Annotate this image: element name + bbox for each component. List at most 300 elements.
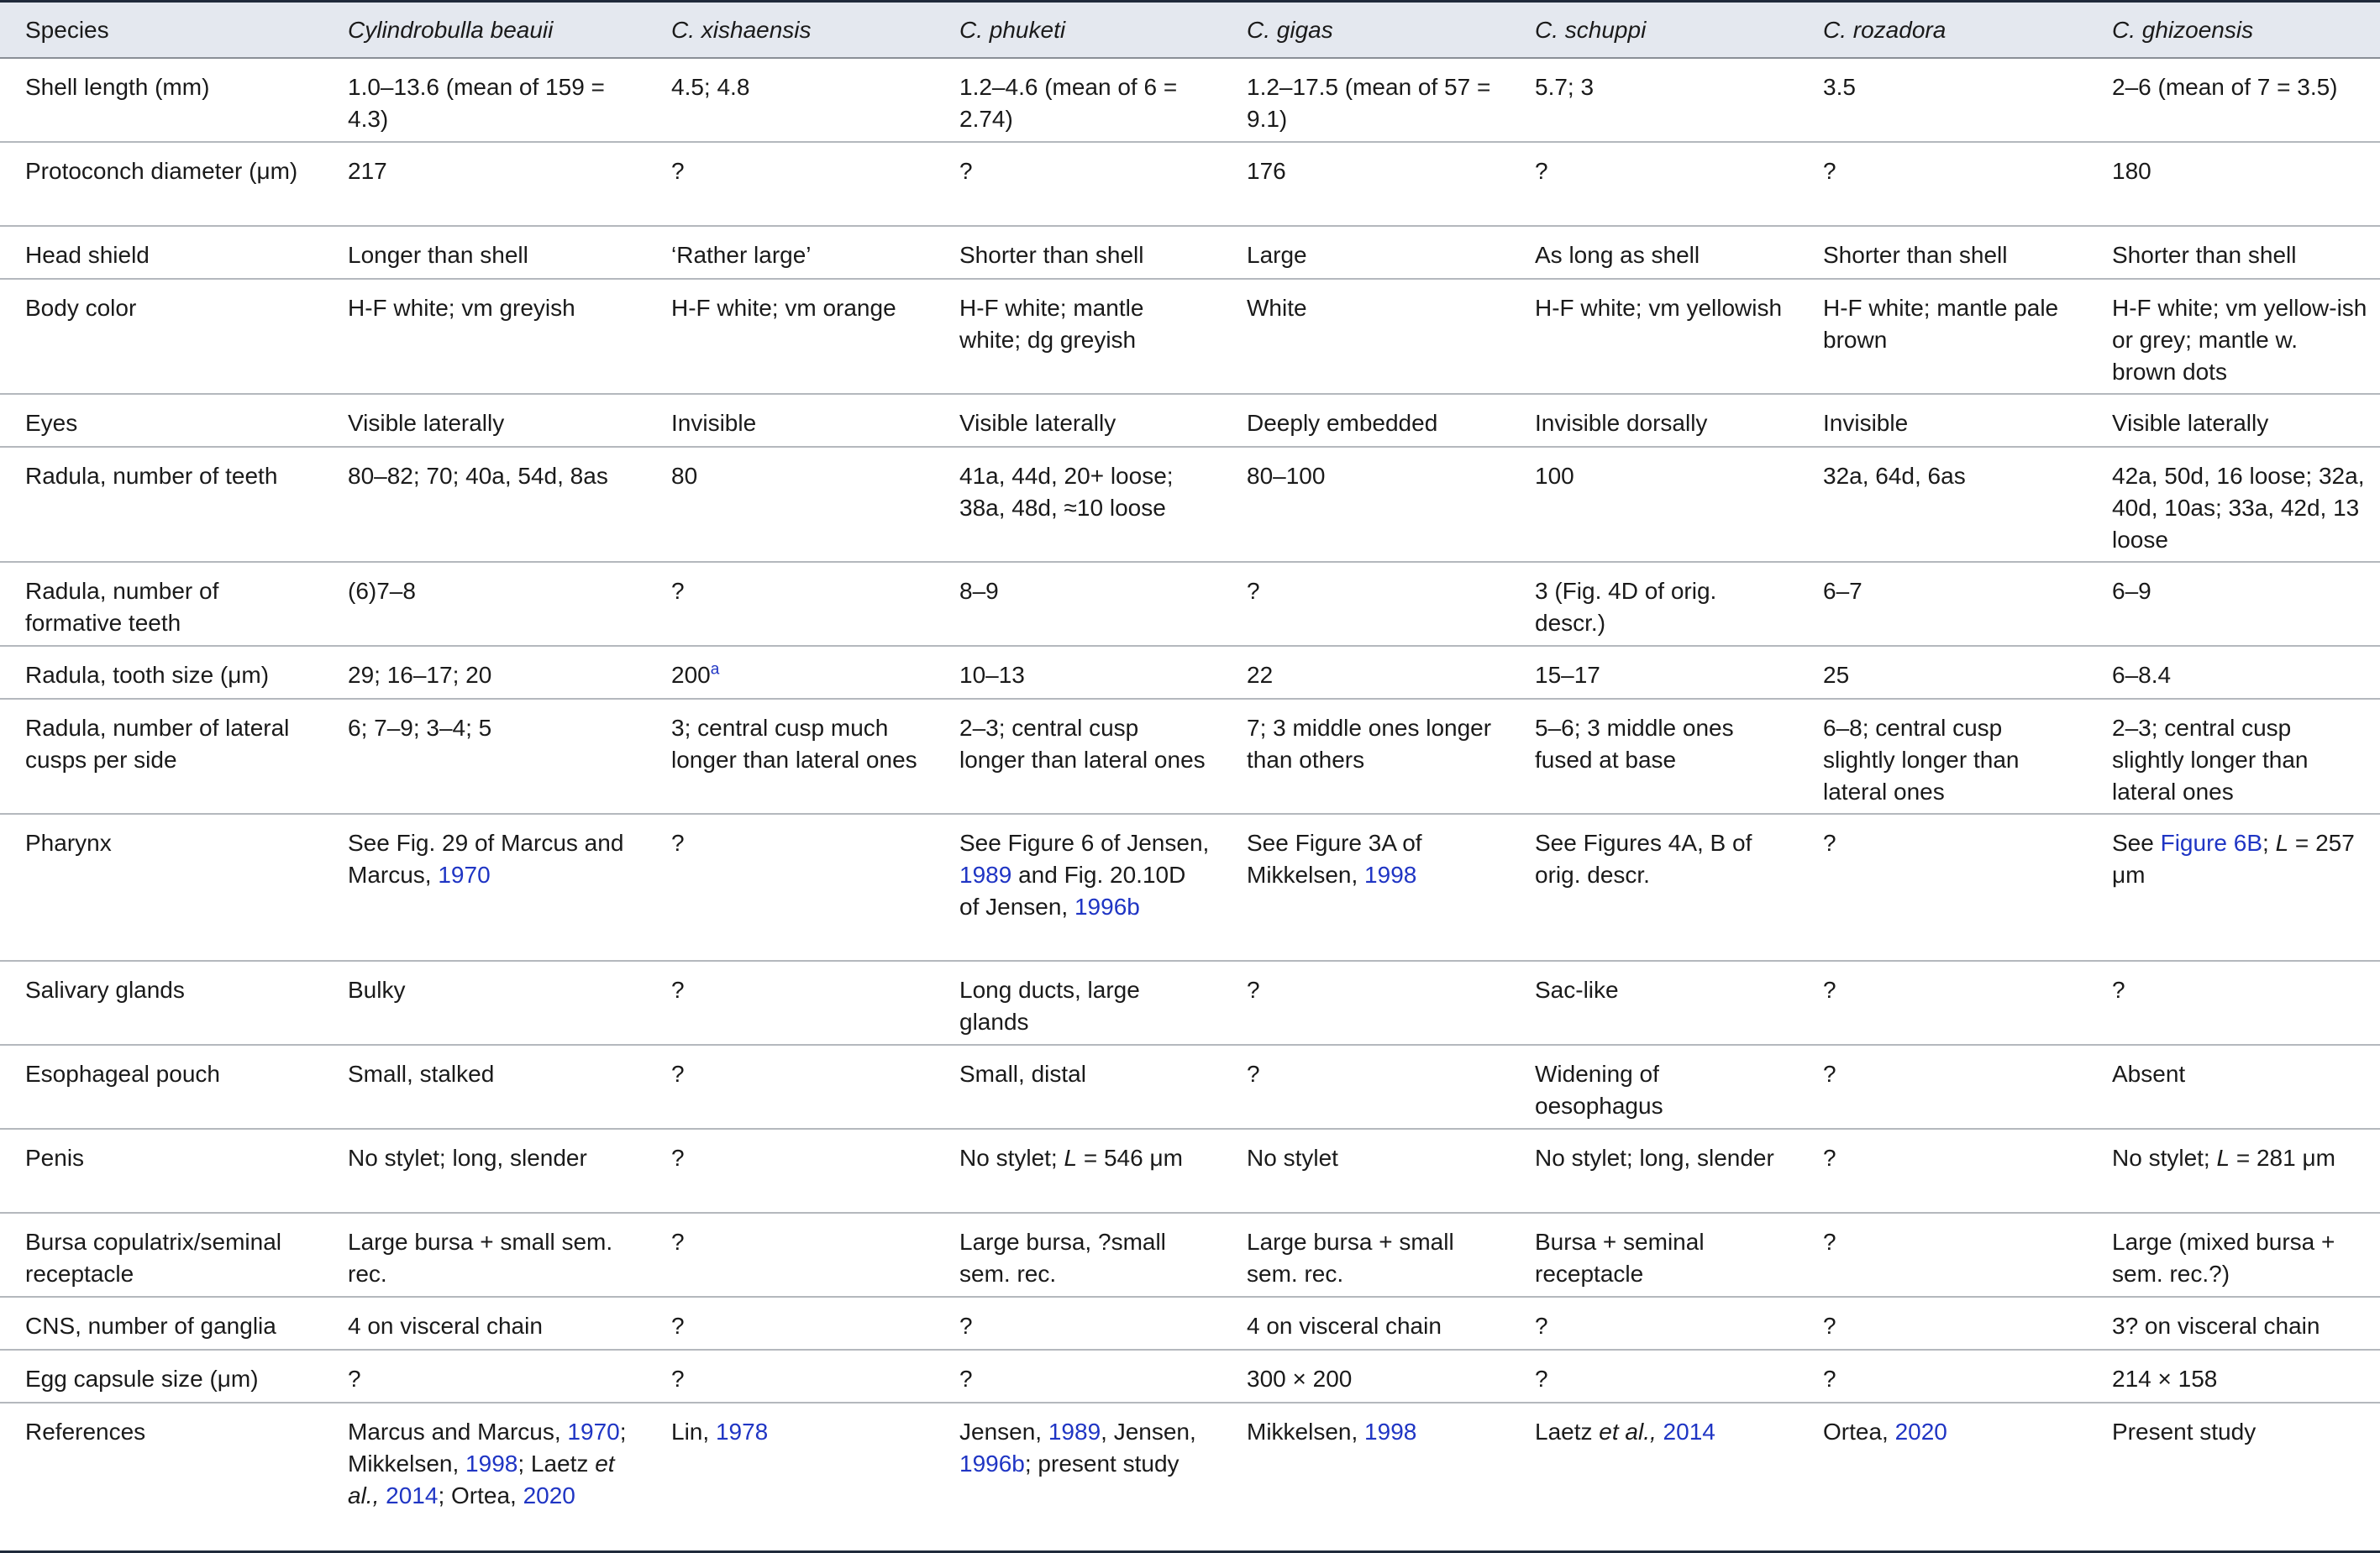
cell-c-schuppi bbox=[1510, 447, 1798, 562]
cell-c-gigas bbox=[1222, 279, 1510, 394]
cell-c-xishaensis bbox=[646, 814, 934, 961]
citation-link[interactable]: 2020 bbox=[1894, 1419, 1947, 1445]
cell-c-gigas bbox=[1222, 961, 1510, 1045]
text-segment: 4 on visceral chain bbox=[1247, 1313, 1442, 1339]
cell-c-beauii bbox=[323, 1213, 646, 1297]
italic-text: L bbox=[2216, 1145, 2230, 1171]
cell-c-xishaensis bbox=[646, 1213, 934, 1297]
cell-text bbox=[348, 239, 634, 271]
text-segment: 3.5 bbox=[1823, 74, 1856, 100]
cell-text bbox=[1535, 1142, 1786, 1174]
row-label bbox=[0, 58, 323, 142]
cell-c-phuketi bbox=[934, 1129, 1222, 1213]
cell-text bbox=[1247, 575, 1498, 607]
cell-c-beauii bbox=[323, 814, 646, 961]
text-segment: Bursa copulatrix/seminal receptacle bbox=[25, 1229, 282, 1287]
cell-c-gigas bbox=[1222, 1350, 1510, 1403]
cell-c-schuppi bbox=[1510, 142, 1798, 226]
text-segment: Sac-like bbox=[1535, 977, 1619, 1003]
cell-text bbox=[1535, 71, 1786, 103]
text-segment: Jensen, bbox=[959, 1419, 1048, 1445]
text-segment: ? bbox=[671, 1229, 685, 1255]
cell-c-xishaensis bbox=[646, 58, 934, 142]
cell-text bbox=[348, 1363, 634, 1395]
cell-c-rozadora bbox=[1798, 279, 2087, 394]
text-segment: 41a, 44d, 20+ loose; 38a, 48d, ≈10 loose bbox=[959, 463, 1174, 521]
cell-c-rozadora bbox=[1798, 1045, 2087, 1129]
text-segment: 5.7; 3 bbox=[1535, 74, 1595, 100]
text-segment: 29; 16–17; 20 bbox=[348, 662, 492, 688]
citation-link[interactable]: 1978 bbox=[715, 1419, 769, 1445]
row-label bbox=[0, 142, 323, 226]
cell-text bbox=[2112, 1058, 2368, 1090]
text-segment: ? bbox=[671, 1061, 685, 1087]
cell-text bbox=[1823, 1058, 2075, 1090]
cell-c-beauii bbox=[323, 226, 646, 279]
cell-text bbox=[1535, 1416, 1786, 1448]
text-segment: ? bbox=[1823, 158, 1836, 184]
cell-text bbox=[1247, 239, 1498, 271]
text-segment: No stylet bbox=[1247, 1145, 1338, 1171]
text-segment: Long ducts, large glands bbox=[959, 977, 1140, 1035]
table-row bbox=[0, 1045, 2380, 1129]
text-segment: 10–13 bbox=[959, 662, 1025, 688]
text-segment: 80 bbox=[671, 463, 698, 489]
text-segment: Laetz bbox=[1535, 1419, 1600, 1445]
cell-text bbox=[671, 1226, 922, 1258]
text-segment: Large bursa + small sem. rec. bbox=[348, 1229, 613, 1287]
cell-c-ghizoensis bbox=[2087, 447, 2380, 562]
cell-text bbox=[1535, 1226, 1786, 1290]
header-species: Species bbox=[25, 16, 109, 43]
cell-text bbox=[2112, 1226, 2368, 1290]
row-label bbox=[0, 961, 323, 1045]
cell-text bbox=[1247, 712, 1498, 776]
cell-c-xishaensis bbox=[646, 1297, 934, 1350]
text-segment: ? bbox=[1823, 830, 1836, 856]
cell-text bbox=[2112, 1363, 2368, 1395]
cell-c-ghizoensis bbox=[2087, 1403, 2380, 1551]
cell-text bbox=[1823, 155, 2075, 187]
cell-text bbox=[1823, 460, 2075, 492]
cell-c-beauii bbox=[323, 447, 646, 562]
text-segment: ; Mikkelsen, bbox=[348, 1419, 627, 1477]
text-segment: 180 bbox=[2112, 158, 2151, 184]
cell-text bbox=[2112, 827, 2368, 891]
cell-text bbox=[1823, 239, 2075, 271]
cell-text bbox=[1823, 1142, 2075, 1174]
text-segment: Bursa + seminal receptacle bbox=[1535, 1229, 1705, 1287]
text-segment: and Fig. 20.10D of Jensen, bbox=[959, 862, 1186, 920]
cell-c-xishaensis bbox=[646, 961, 934, 1045]
text-segment: 32a, 64d, 6as bbox=[1823, 463, 1966, 489]
text-segment: 3; central cusp much longer than lateral ones bbox=[671, 715, 917, 773]
cell-text bbox=[959, 1416, 1210, 1480]
text-segment: Absent bbox=[2112, 1061, 2186, 1087]
cell-c-phuketi bbox=[934, 1045, 1222, 1129]
row-label bbox=[0, 394, 323, 447]
cell-c-ghizoensis bbox=[2087, 58, 2380, 142]
text-segment: ? bbox=[1535, 158, 1548, 184]
cell-c-beauii bbox=[323, 1350, 646, 1403]
cell-text bbox=[1535, 827, 1786, 891]
cell-c-rozadora bbox=[1798, 226, 2087, 279]
cell-text bbox=[2112, 239, 2368, 271]
cell-c-beauii bbox=[323, 699, 646, 814]
cell-c-ghizoensis bbox=[2087, 279, 2380, 394]
row-label bbox=[0, 562, 323, 646]
cell-text bbox=[1535, 1363, 1786, 1395]
text-segment: Invisible bbox=[1823, 410, 1909, 436]
cell-text bbox=[25, 1058, 311, 1090]
cell-text bbox=[2112, 460, 2368, 556]
text-segment: ? bbox=[1535, 1366, 1548, 1392]
text-segment: ; bbox=[2262, 830, 2276, 856]
citation-link[interactable]: 2020 bbox=[523, 1482, 575, 1508]
text-segment: ? bbox=[1823, 1229, 1836, 1255]
cell-text bbox=[959, 659, 1210, 691]
cell-text bbox=[671, 712, 922, 776]
cell-c-xishaensis bbox=[646, 447, 934, 562]
citation-link[interactable]: 1989 bbox=[959, 862, 1012, 888]
table-row bbox=[0, 447, 2380, 562]
cell-text bbox=[25, 1310, 311, 1342]
table-row bbox=[0, 646, 2380, 699]
text-segment: 5–6; 3 middle ones fused at base bbox=[1535, 715, 1734, 773]
cell-text bbox=[1823, 974, 2075, 1006]
cell-text bbox=[1247, 974, 1498, 1006]
cell-text bbox=[1823, 407, 2075, 439]
cell-c-gigas bbox=[1222, 447, 1510, 562]
cell-text bbox=[348, 407, 634, 439]
text-segment: No stylet; bbox=[2112, 1145, 2217, 1171]
citation-link[interactable]: 1996b bbox=[1074, 894, 1140, 920]
text-segment: 300 × 200 bbox=[1247, 1366, 1353, 1392]
cell-c-gigas bbox=[1222, 142, 1510, 226]
cell-text bbox=[1535, 239, 1786, 271]
text-segment: Widening of oesophagus bbox=[1535, 1061, 1663, 1119]
cell-text bbox=[1247, 1226, 1498, 1290]
cell-text bbox=[25, 1363, 311, 1395]
text-segment: 6; 7–9; 3–4; 5 bbox=[348, 715, 492, 741]
cell-c-xishaensis bbox=[646, 699, 934, 814]
text-segment: H-F white; mantle pale brown bbox=[1823, 295, 2059, 353]
cell-text bbox=[1823, 292, 2075, 356]
citation-link[interactable]: 1998 bbox=[465, 1451, 518, 1477]
cell-text bbox=[1535, 575, 1786, 639]
cell-text bbox=[1247, 155, 1498, 187]
cell-c-ghizoensis bbox=[2087, 1045, 2380, 1129]
cell-c-beauii bbox=[323, 58, 646, 142]
cell-c-phuketi bbox=[934, 961, 1222, 1045]
text-segment: 42a, 50d, 16 loose; 32a, 40d, 10as; 33a, 42d, 13 loose bbox=[2112, 463, 2365, 553]
text-segment: 15–17 bbox=[1535, 662, 1600, 688]
cell-text bbox=[1247, 1416, 1498, 1448]
cell-c-xishaensis bbox=[646, 646, 934, 699]
table-row bbox=[0, 142, 2380, 226]
cell-c-schuppi bbox=[1510, 226, 1798, 279]
cell-text bbox=[348, 974, 634, 1006]
cell-c-gigas bbox=[1222, 1129, 1510, 1213]
cell-text bbox=[671, 575, 922, 607]
text-segment: Shorter than shell bbox=[959, 242, 1144, 268]
cell-c-rozadora bbox=[1798, 142, 2087, 226]
text-segment: Shell length (mm) bbox=[25, 74, 210, 100]
cell-text bbox=[2112, 1416, 2368, 1448]
text-segment: Radula, number of formative teeth bbox=[25, 578, 219, 636]
row-label bbox=[0, 1350, 323, 1403]
cell-c-rozadora bbox=[1798, 961, 2087, 1045]
text-segment: ? bbox=[1247, 977, 1260, 1003]
header-c-phuketi: C. phuketi bbox=[959, 16, 1066, 43]
cell-c-schuppi bbox=[1510, 1213, 1798, 1297]
cell-text bbox=[1247, 407, 1498, 439]
cell-c-phuketi bbox=[934, 1350, 1222, 1403]
cell-c-rozadora bbox=[1798, 1297, 2087, 1350]
text-segment: Visible laterally bbox=[348, 410, 505, 436]
cell-text bbox=[1247, 292, 1498, 324]
cell-text bbox=[348, 71, 634, 135]
cell-c-gigas bbox=[1222, 814, 1510, 961]
cell-text bbox=[348, 712, 634, 744]
cell-text bbox=[959, 71, 1210, 135]
text-segment: ? bbox=[1823, 1145, 1836, 1171]
cell-c-phuketi bbox=[934, 226, 1222, 279]
citation-link[interactable]: 1998 bbox=[1364, 1419, 1417, 1445]
citation-link[interactable]: Figure 6B bbox=[2160, 830, 2263, 856]
text-segment: 1.2–4.6 (mean of 6 = 2.74) bbox=[959, 74, 1178, 132]
cell-c-gigas bbox=[1222, 226, 1510, 279]
cell-c-gigas bbox=[1222, 1403, 1510, 1551]
cell-c-phuketi bbox=[934, 142, 1222, 226]
cell-text bbox=[1823, 827, 2075, 859]
text-segment: 2–3; central cusp longer than lateral ones bbox=[959, 715, 1206, 773]
cell-text bbox=[1535, 712, 1786, 776]
text-segment: Small, distal bbox=[959, 1061, 1086, 1087]
text-segment: 80–100 bbox=[1247, 463, 1326, 489]
cell-c-rozadora bbox=[1798, 646, 2087, 699]
table-row bbox=[0, 279, 2380, 394]
cell-c-gigas bbox=[1222, 646, 1510, 699]
cell-c-gigas bbox=[1222, 1297, 1510, 1350]
cell-text bbox=[348, 460, 634, 492]
footnote-marker[interactable]: a bbox=[710, 660, 720, 679]
text-segment: 217 bbox=[348, 158, 387, 184]
text-segment: Longer than shell bbox=[348, 242, 528, 268]
cell-c-phuketi bbox=[934, 1403, 1222, 1551]
text-segment: Large (mixed bursa + sem. rec.?) bbox=[2112, 1229, 2335, 1287]
text-segment: Lin, bbox=[671, 1419, 716, 1445]
cell-c-phuketi bbox=[934, 699, 1222, 814]
cell-text bbox=[671, 659, 922, 691]
cell-c-schuppi bbox=[1510, 562, 1798, 646]
row-label bbox=[0, 279, 323, 394]
text-segment: Salivary glands bbox=[25, 977, 185, 1003]
cell-text bbox=[1823, 1310, 2075, 1342]
cell-c-schuppi bbox=[1510, 1297, 1798, 1350]
cell-c-rozadora bbox=[1798, 814, 2087, 961]
text-segment: Pharynx bbox=[25, 830, 112, 856]
cell-c-ghizoensis bbox=[2087, 226, 2380, 279]
text-segment: H-F white; vm greyish bbox=[348, 295, 575, 321]
cell-c-ghizoensis bbox=[2087, 562, 2380, 646]
text-segment: 25 bbox=[1823, 662, 1850, 688]
cell-text bbox=[1823, 71, 2075, 103]
cell-text bbox=[2112, 71, 2368, 103]
cell-text bbox=[2112, 155, 2368, 187]
text-segment: 1.2–17.5 (mean of 57 = 9.1) bbox=[1247, 74, 1491, 132]
cell-text bbox=[1823, 712, 2075, 808]
text-segment: 3? on visceral chain bbox=[2112, 1313, 2320, 1339]
citation-link[interactable]: 1970 bbox=[438, 862, 491, 888]
text-segment: = 546 μm bbox=[1077, 1145, 1183, 1171]
cell-text bbox=[2112, 292, 2368, 388]
cell-c-schuppi bbox=[1510, 814, 1798, 961]
text-segment: Shorter than shell bbox=[1823, 242, 2008, 268]
cell-text bbox=[1247, 1058, 1498, 1090]
cell-text bbox=[1247, 1310, 1498, 1342]
cell-c-schuppi bbox=[1510, 1350, 1798, 1403]
cell-text bbox=[25, 239, 311, 271]
cell-c-rozadora bbox=[1798, 394, 2087, 447]
table-row bbox=[0, 1297, 2380, 1350]
cell-text bbox=[671, 460, 922, 492]
cell-c-ghizoensis bbox=[2087, 961, 2380, 1045]
row-label bbox=[0, 646, 323, 699]
cell-text bbox=[2112, 659, 2368, 691]
table-row bbox=[0, 394, 2380, 447]
citation-link[interactable]: 1989 bbox=[1048, 1419, 1101, 1445]
text-segment: 4.5; 4.8 bbox=[671, 74, 750, 100]
text-segment: ? bbox=[671, 830, 685, 856]
cell-text bbox=[959, 292, 1210, 356]
text-segment: 200 bbox=[671, 662, 711, 688]
cell-text bbox=[2112, 1142, 2368, 1174]
cell-text bbox=[671, 71, 922, 103]
cell-text bbox=[671, 292, 922, 324]
citation-link[interactable]: 2014 bbox=[386, 1482, 439, 1508]
cell-text bbox=[25, 1226, 311, 1290]
cell-c-phuketi bbox=[934, 1297, 1222, 1350]
text-segment: See bbox=[2112, 830, 2161, 856]
text-segment: ? bbox=[671, 977, 685, 1003]
text-segment: ? bbox=[671, 158, 685, 184]
row-label bbox=[0, 1403, 323, 1551]
text-segment: 176 bbox=[1247, 158, 1286, 184]
cell-c-ghizoensis bbox=[2087, 142, 2380, 226]
cell-text bbox=[25, 71, 311, 103]
cell-text bbox=[348, 155, 634, 187]
text-segment: ? bbox=[671, 1313, 685, 1339]
text-segment: 8–9 bbox=[959, 578, 999, 604]
text-segment: ? bbox=[959, 1366, 973, 1392]
cell-c-gigas bbox=[1222, 699, 1510, 814]
text-segment: Visible laterally bbox=[2112, 410, 2269, 436]
cell-text bbox=[1823, 1363, 2075, 1395]
text-segment: 6–9 bbox=[2112, 578, 2151, 604]
text-segment: Invisible dorsally bbox=[1535, 410, 1708, 436]
cell-c-phuketi bbox=[934, 394, 1222, 447]
text-segment: 2–3; central cusp slightly longer than lateral ones bbox=[2112, 715, 2309, 805]
cell-c-schuppi bbox=[1510, 699, 1798, 814]
text-segment bbox=[1657, 1419, 1663, 1445]
cell-c-ghizoensis bbox=[2087, 646, 2380, 699]
cell-text bbox=[959, 1058, 1210, 1090]
cell-text bbox=[1247, 71, 1498, 135]
text-segment: (6)7–8 bbox=[348, 578, 416, 604]
citation-link[interactable]: 1970 bbox=[567, 1419, 620, 1445]
text-segment: Esophageal pouch bbox=[25, 1061, 220, 1087]
text-segment: See Fig. 29 of Marcus and Marcus, bbox=[348, 830, 624, 888]
cell-c-schuppi bbox=[1510, 279, 1798, 394]
text-segment: Marcus and Marcus, bbox=[348, 1419, 568, 1445]
text-segment: ‘Rather large’ bbox=[671, 242, 812, 268]
text-segment: Radula, number of lateral cusps per side bbox=[25, 715, 290, 773]
text-segment: See Figures 4A, B of orig. descr. bbox=[1535, 830, 1752, 888]
cell-text bbox=[1247, 1363, 1498, 1395]
text-segment: No stylet; bbox=[959, 1145, 1064, 1171]
text-segment: CNS, number of ganglia bbox=[25, 1313, 276, 1339]
text-segment: 7; 3 middle ones longer than others bbox=[1247, 715, 1492, 773]
cell-text bbox=[348, 1142, 634, 1174]
cell-text bbox=[25, 575, 311, 639]
text-segment: Small, stalked bbox=[348, 1061, 495, 1087]
row-label bbox=[0, 1129, 323, 1213]
text-segment: 3 (Fig. 4D of orig. descr.) bbox=[1535, 578, 1717, 636]
cell-c-ghizoensis bbox=[2087, 394, 2380, 447]
cell-c-beauii bbox=[323, 961, 646, 1045]
cell-c-xishaensis bbox=[646, 1403, 934, 1551]
cell-text bbox=[348, 1058, 634, 1090]
table-row bbox=[0, 1213, 2380, 1297]
citation-link[interactable]: 2014 bbox=[1663, 1419, 1715, 1445]
cell-text bbox=[25, 712, 311, 776]
row-label bbox=[0, 699, 323, 814]
cell-c-beauii bbox=[323, 1129, 646, 1213]
cell-text bbox=[959, 712, 1210, 776]
cell-text bbox=[25, 974, 311, 1006]
text-segment: Egg capsule size (μm) bbox=[25, 1366, 259, 1392]
text-segment: See Figure 6 of Jensen, bbox=[959, 830, 1210, 856]
table-row bbox=[0, 814, 2380, 961]
cell-text bbox=[1535, 1310, 1786, 1342]
cell-text bbox=[25, 407, 311, 439]
cell-c-beauii bbox=[323, 646, 646, 699]
text-segment: ? bbox=[1823, 1061, 1836, 1087]
text-segment: ? bbox=[959, 1313, 973, 1339]
text-segment: Large bursa + small sem. rec. bbox=[1247, 1229, 1454, 1287]
cell-text bbox=[959, 155, 1210, 187]
text-segment: H-F white; vm yellowish bbox=[1535, 295, 1783, 321]
citation-link[interactable]: 1996b bbox=[959, 1451, 1025, 1477]
cell-text bbox=[1535, 659, 1786, 691]
cell-c-xishaensis bbox=[646, 142, 934, 226]
header-c-schuppi: C. schuppi bbox=[1535, 16, 1647, 43]
citation-link[interactable]: 1998 bbox=[1364, 862, 1417, 888]
cell-c-beauii bbox=[323, 279, 646, 394]
cell-c-phuketi bbox=[934, 447, 1222, 562]
cell-c-phuketi bbox=[934, 279, 1222, 394]
text-segment: H-F white; mantle white; dg greyish bbox=[959, 295, 1144, 353]
table-header-row bbox=[0, 2, 2380, 59]
text-segment: , Jensen, bbox=[1101, 1419, 1196, 1445]
cell-c-rozadora bbox=[1798, 562, 2087, 646]
text-segment: Large bursa, ?small sem. rec. bbox=[959, 1229, 1166, 1287]
table-row bbox=[0, 1403, 2380, 1551]
cell-c-xishaensis bbox=[646, 279, 934, 394]
cell-c-xishaensis bbox=[646, 1350, 934, 1403]
cell-text bbox=[1535, 460, 1786, 492]
